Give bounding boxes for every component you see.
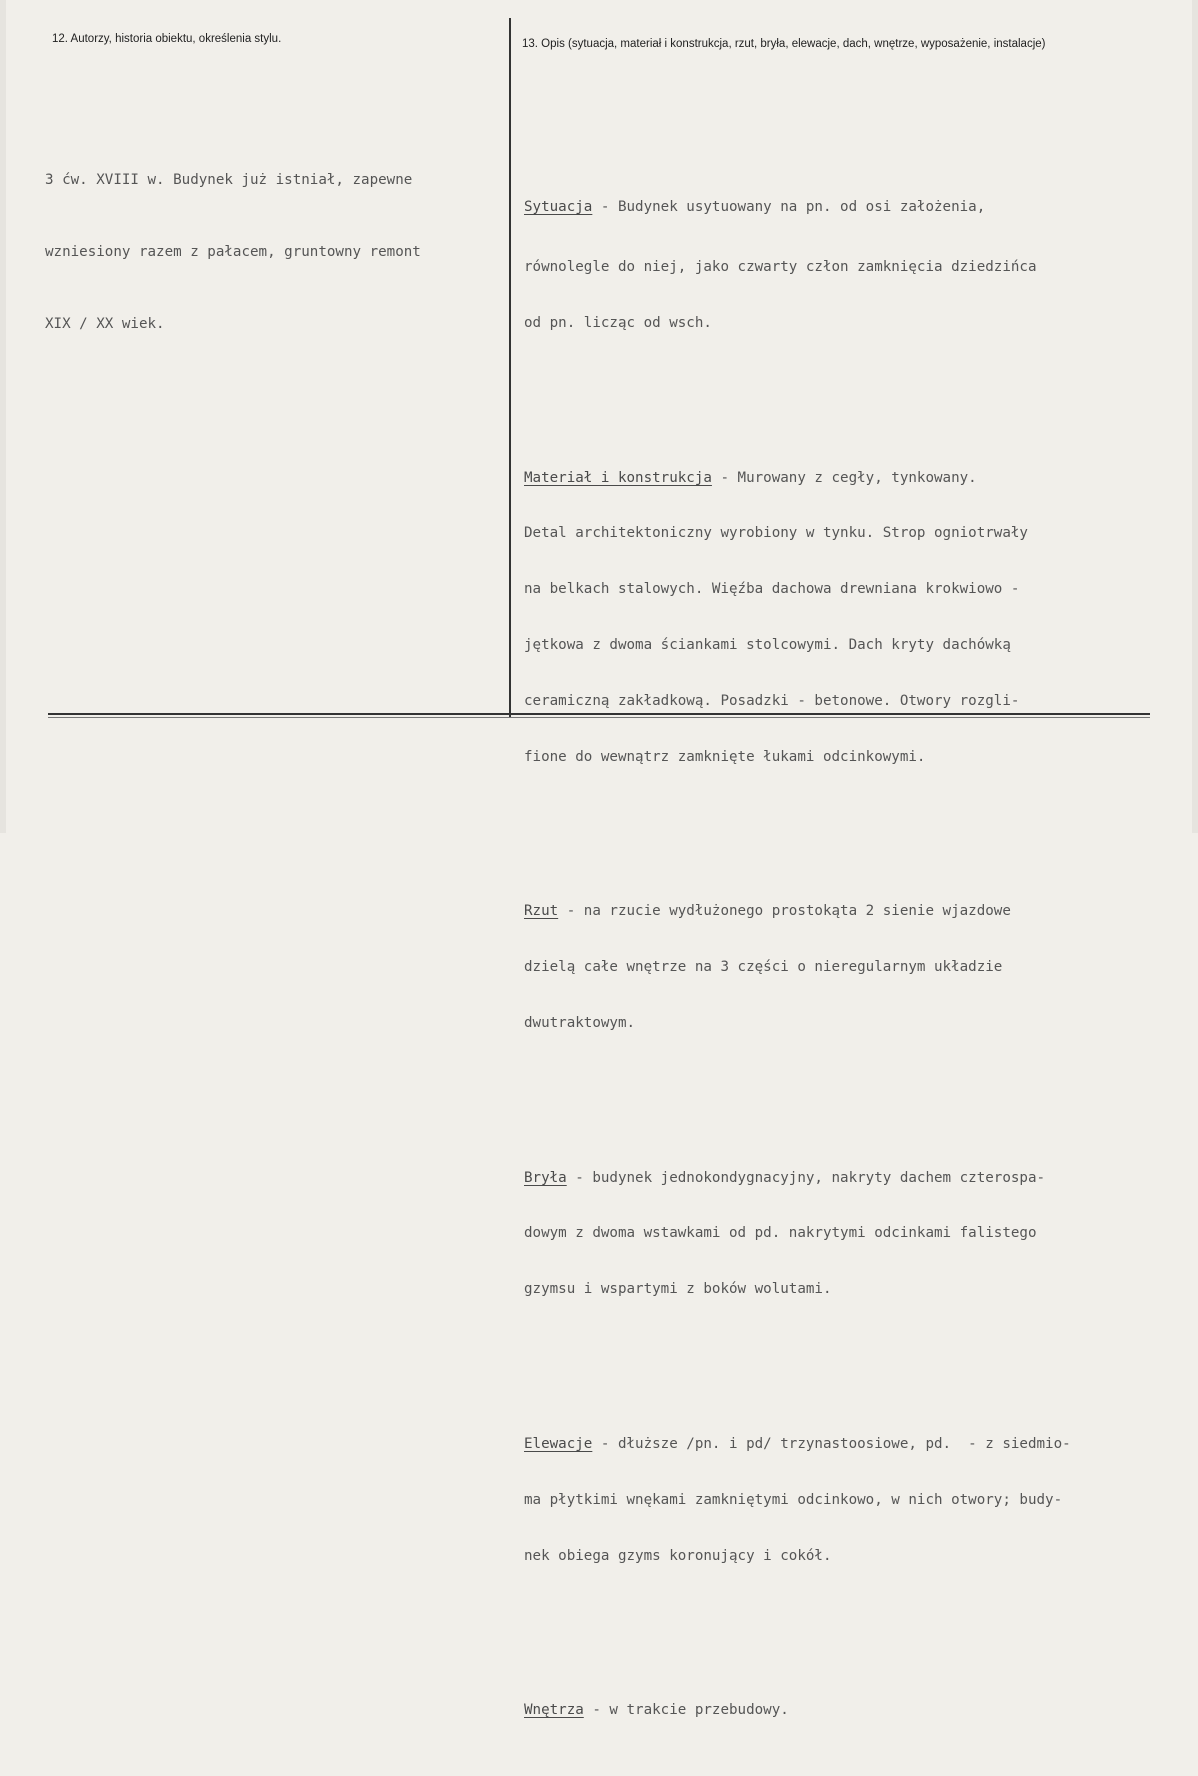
section-label: Materiał i konstrukcja <box>524 469 712 486</box>
section-text: fione do wewnątrz zamknięte łukami odcinkowymi. <box>524 748 926 765</box>
section-text: jętkowa z dwoma ściankami stolcowymi. Dach kryty dachówką <box>524 637 1011 654</box>
section-text: ceramiczną zakładkową. Posadzki - betonowe. Otwory rozgli- <box>524 692 1020 709</box>
section-text: gzymsu i wspartymi z boków wolutami. <box>524 1281 832 1298</box>
card-edge-right <box>1192 0 1198 833</box>
section-text: równolegle do niej, jako czwarty człon zamknięcia dziedzińca <box>524 259 1037 276</box>
history-line: wzniesiony razem z pałacem, gruntowny remont <box>45 244 421 260</box>
section-text: dzielą całe wnętrze na 3 części o nieregularnym układzie <box>524 959 1003 976</box>
history-line: 3 ćw. XVIII w. Budynek już istniał, zapewne <box>45 172 413 188</box>
section-text: - dłuższe /pn. i pd/ trzynastoosiowe, pd. - z siedmio- <box>592 1435 1071 1452</box>
section-text: dowym z dwoma wstawkami od pd. nakrytymi odcinkami falistego <box>524 1225 1037 1242</box>
section-label: Wnętrza <box>524 1702 584 1719</box>
description-text <box>524 124 1071 1776</box>
section-sytuacja <box>524 161 1071 370</box>
section-text: od pn. licząc od wsch. <box>524 314 712 331</box>
section-label: Rzut <box>524 903 559 920</box>
section-text: - Budynek usytuowany na pn. od osi założenia, <box>592 199 986 216</box>
section-bryla <box>524 1131 1071 1336</box>
left-column-heading: 12. Autorzy, historia obiektu, określenia stylu. <box>52 33 282 45</box>
section-rzut <box>524 865 1071 1070</box>
section-text: nek obiega gzyms koronujący i cokół. <box>524 1547 832 1564</box>
column-divider <box>509 18 511 718</box>
section-label: Sytuacja <box>524 199 593 216</box>
section-material <box>524 432 1071 804</box>
section-text: - na rzucie wydłużonego prostokąta 2 sienie wjazdowe <box>558 903 1011 920</box>
card-edge-left <box>0 0 6 833</box>
section-text: na belkach stalowych. Więźba dachowa drewniana krokwiowo - <box>524 581 1020 598</box>
history-line: XIX / XX wiek. <box>45 316 165 332</box>
right-column-heading: 13. Opis (sytuacja, materiał i konstrukcja, rzut, bryła, elewacje, dach, wnętrze, wyposażenie, instalacje) <box>522 38 1046 50</box>
history-text <box>45 120 421 360</box>
section-label: Bryła <box>524 1169 567 1186</box>
section-text: Detal architektoniczny wyrobiony w tynku. Strop ogniotrwały <box>524 525 1028 542</box>
section-text: - Murowany z cegły, tynkowany. <box>711 469 977 486</box>
section-text: ma płytkimi wnękami zamkniętymi odcinkowo, w nich otwory; budy- <box>524 1491 1063 1508</box>
section-wnetrza <box>524 1664 1071 1757</box>
section-text: - w trakcie przebudowy. <box>583 1702 789 1719</box>
section-label: Elewacje <box>524 1435 593 1452</box>
section-text: - budynek jednokondygnacyjny, nakryty dachem czterospa- <box>566 1169 1046 1186</box>
section-text: dwutraktowym. <box>524 1014 636 1031</box>
section-elewacje <box>524 1398 1071 1603</box>
